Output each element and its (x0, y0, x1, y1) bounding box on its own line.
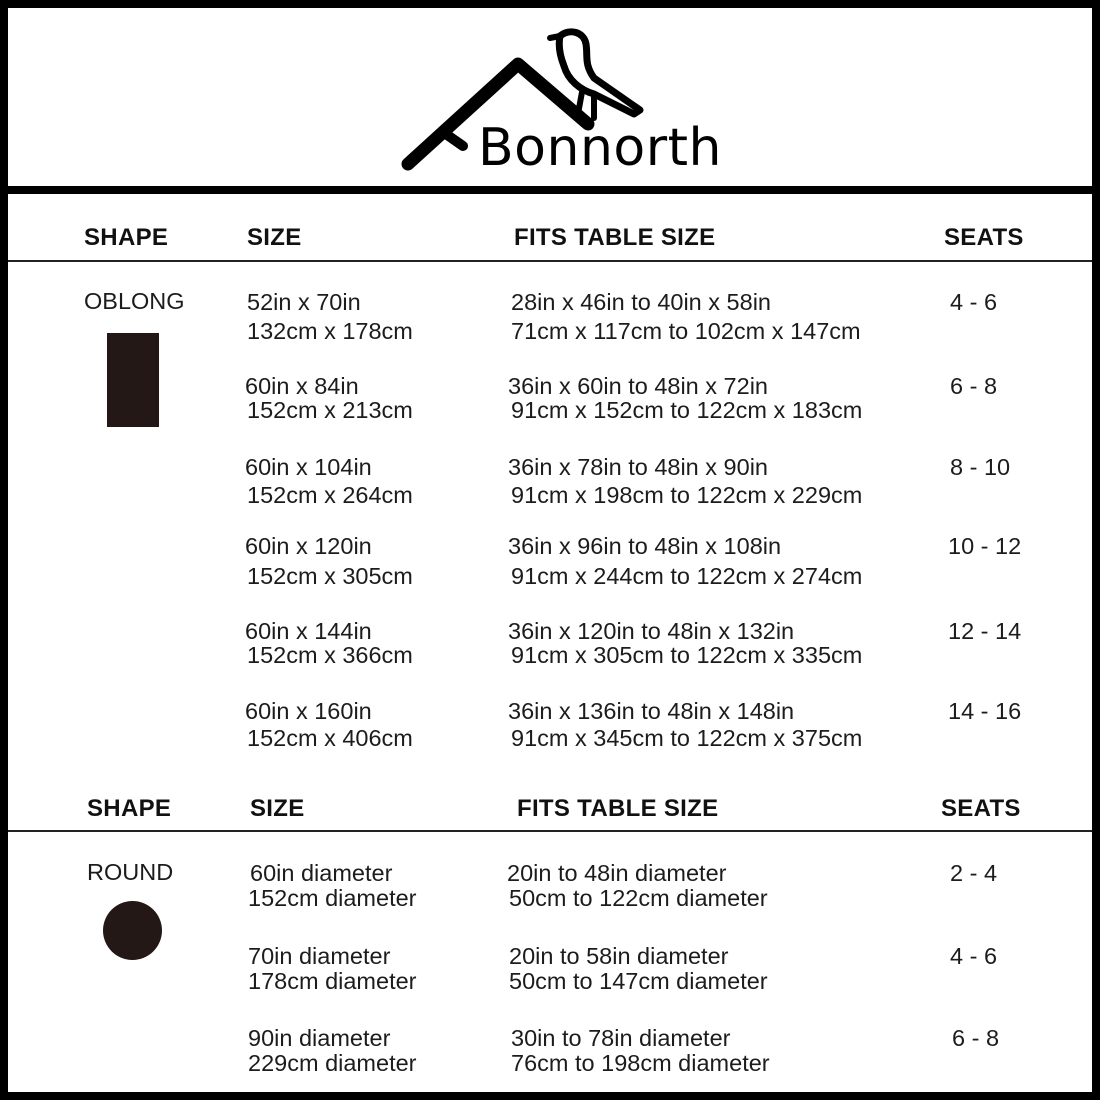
header-seats: SEATS (944, 224, 1024, 251)
table-row-seats: 4 - 6 (950, 289, 998, 315)
header-size: SIZE (247, 224, 302, 251)
table-row-size-cm: 152cm diameter (248, 885, 417, 911)
table-row-seats: 14 - 16 (948, 698, 1022, 724)
table-row-size-in: 60in diameter (250, 860, 393, 886)
table-row-fits-in: 36in x 120in to 48in x 132in (508, 618, 795, 644)
table-row-fits-in: 36in x 60in to 48in x 72in (508, 373, 768, 399)
table-row-seats: 4 - 6 (950, 943, 998, 969)
table-row-seats: 12 - 14 (948, 618, 1022, 644)
table-row-size-in: 60in x 160in (245, 698, 372, 724)
table-row-size-cm: 152cm x 305cm (247, 563, 413, 589)
table-row-seats: 6 - 8 (950, 373, 998, 399)
table-row-fits-in: 28in x 46in to 40in x 58in (511, 289, 771, 315)
table-row-size-in: 90in diameter (248, 1025, 391, 1051)
table-row-size-in: 60in x 120in (245, 533, 372, 559)
table-row-fits-in: 20in to 58in diameter (509, 943, 729, 969)
round-shape-swatch (103, 901, 162, 960)
table-row-size-in: 60in x 104in (245, 454, 372, 480)
table-row-size-cm: 229cm diameter (248, 1050, 417, 1076)
table-row-fits-in: 30in to 78in diameter (511, 1025, 731, 1051)
table-row-fits-in: 36in x 136in to 48in x 148in (508, 698, 795, 724)
brand-name: Bonnorth (478, 118, 722, 178)
header-rule (8, 260, 1092, 262)
table-row-seats: 2 - 4 (950, 860, 998, 886)
table-row-fits-cm: 91cm x 244cm to 122cm x 274cm (511, 563, 863, 589)
table-row-size-cm: 132cm x 178cm (247, 318, 413, 344)
oblong-shape-swatch (107, 333, 159, 427)
header-seats: SEATS (941, 795, 1021, 822)
table-row-fits-cm: 50cm to 147cm diameter (509, 968, 768, 994)
table-row-size-in: 70in diameter (248, 943, 391, 969)
table-row-fits-cm: 76cm to 198cm diameter (511, 1050, 770, 1076)
shape-label-oblong: OBLONG (84, 288, 185, 314)
table-row-size-cm: 152cm x 406cm (247, 725, 413, 751)
table-row-fits-cm: 71cm x 117cm to 102cm x 147cm (511, 318, 861, 344)
header-rule (8, 830, 1092, 832)
table-row-seats: 10 - 12 (948, 533, 1022, 559)
table-row-size-in: 52in x 70in (247, 289, 361, 315)
table-row-fits-cm: 91cm x 152cm to 122cm x 183cm (511, 397, 863, 423)
header-size: SIZE (250, 795, 305, 822)
table-row-size-cm: 178cm diameter (248, 968, 417, 994)
header-shape: SHAPE (84, 224, 169, 251)
logo-divider (0, 186, 1100, 194)
header-shape: SHAPE (87, 795, 172, 822)
table-row-size-cm: 152cm x 264cm (247, 482, 413, 508)
shape-label-round: ROUND (87, 859, 174, 885)
table-row-fits-cm: 50cm to 122cm diameter (509, 885, 768, 911)
table-row-fits-cm: 91cm x 198cm to 122cm x 229cm (511, 482, 863, 508)
table-row-fits-in: 36in x 78in to 48in x 90in (508, 454, 768, 480)
header-fits-table-size: FITS TABLE SIZE (514, 224, 716, 251)
table-row-fits-in: 36in x 96in to 48in x 108in (508, 533, 782, 559)
table-row-size-in: 60in x 144in (245, 618, 372, 644)
table-row-seats: 8 - 10 (950, 454, 1011, 480)
table-row-fits-cm: 91cm x 345cm to 122cm x 375cm (511, 725, 863, 751)
header-fits-table-size: FITS TABLE SIZE (517, 795, 719, 822)
table-row-size-in: 60in x 84in (245, 373, 359, 399)
table-row-size-cm: 152cm x 213cm (247, 397, 413, 423)
table-row-fits-cm: 91cm x 305cm to 122cm x 335cm (511, 642, 863, 668)
table-row-fits-in: 20in to 48in diameter (507, 860, 727, 886)
table-row-seats: 6 - 8 (952, 1025, 1000, 1051)
table-row-size-cm: 152cm x 366cm (247, 642, 413, 668)
